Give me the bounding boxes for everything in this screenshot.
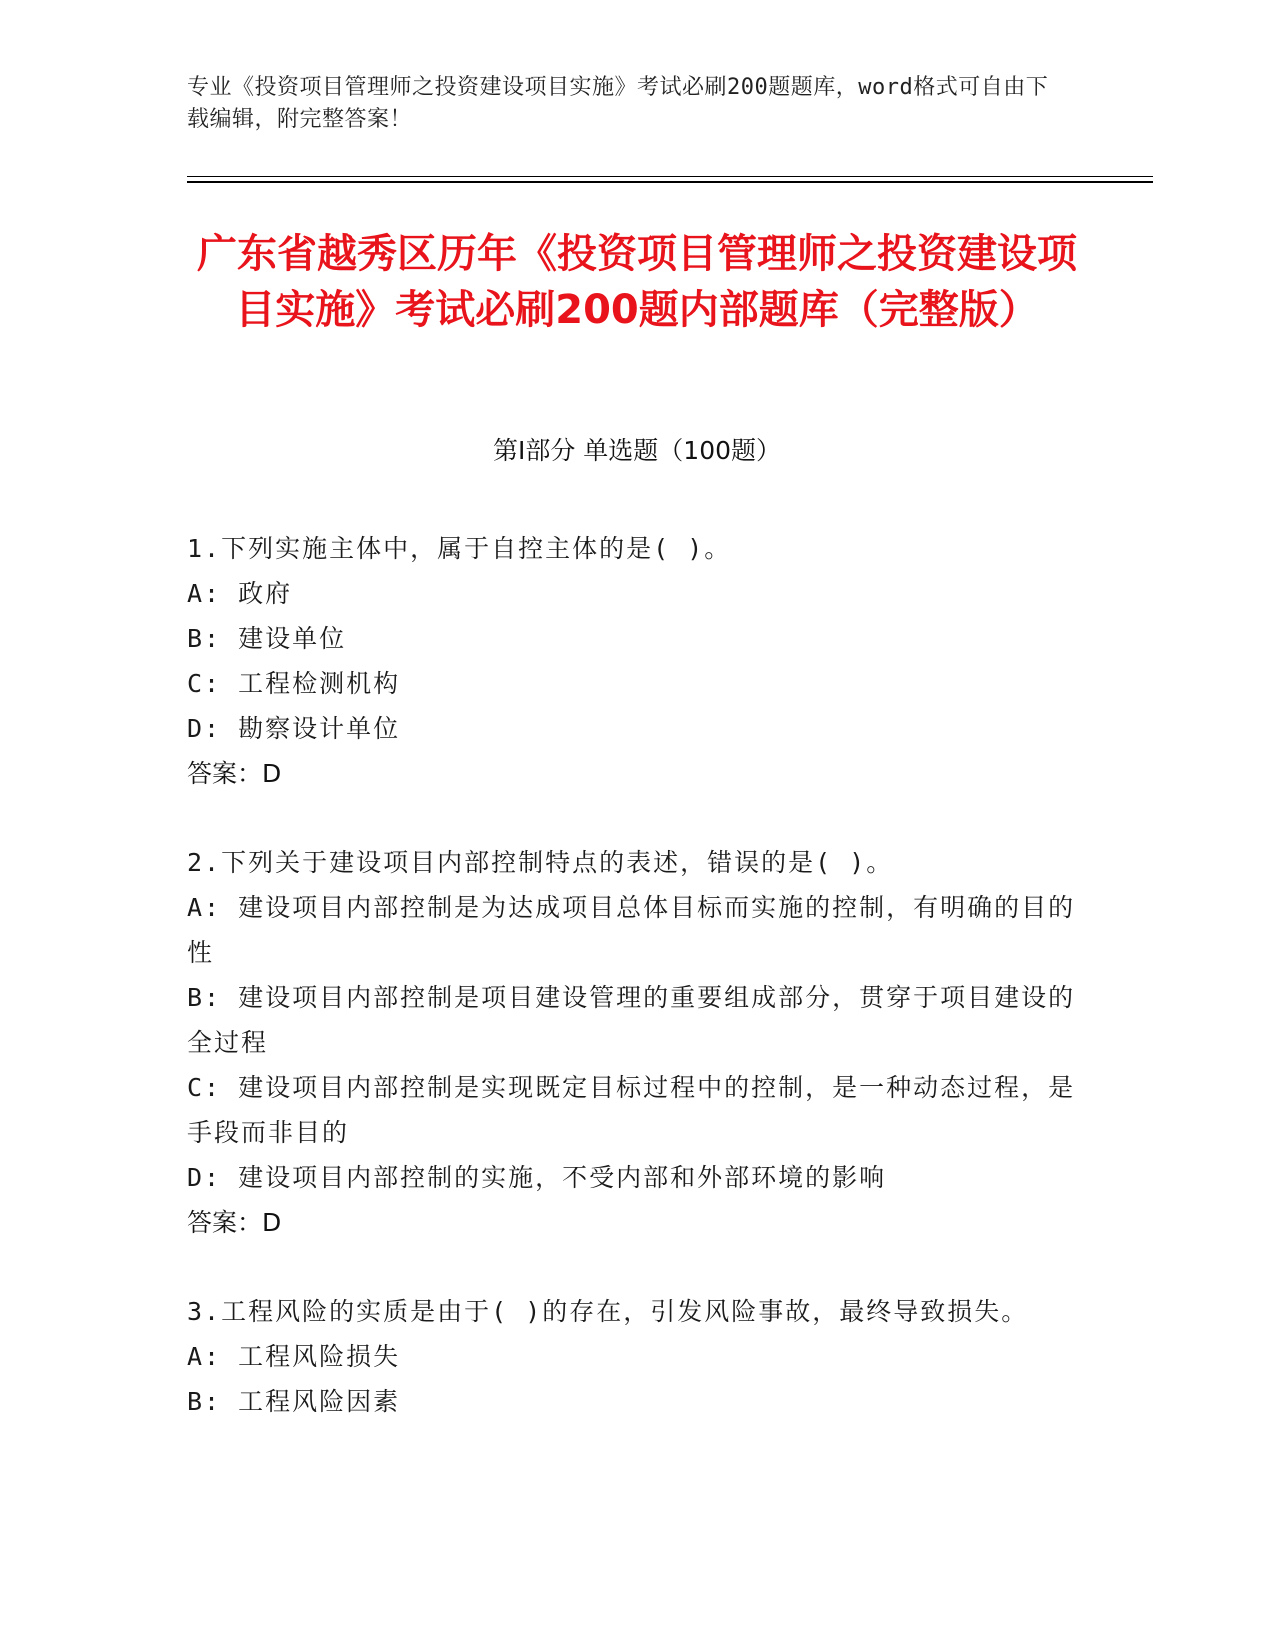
section-heading: 第Ⅰ部分 单选题（100题） [492,436,782,465]
header-divider-thin [187,176,1153,177]
option-b: B: 建设单位 [187,624,347,653]
answer-line: 答案：D [187,1208,282,1237]
question-3 [187,1289,1077,1424]
option-c: C: 工程检测机构 [187,669,401,698]
question-stem: 3.工程风险的实质是由于( )的存在，引发风险事故，最终导致损失。 [187,1297,1029,1326]
question-1 [187,526,1077,796]
option-a: A: 工程风险损失 [187,1342,401,1371]
option-a: A: 政府 [187,579,293,608]
option-b: B: 建设项目内部控制是项目建设管理的重要组成部分，贯穿于项目建设的全过程 [187,983,1076,1057]
answer-line: 答案：D [187,759,282,788]
question-list [187,526,1077,1468]
header-note: 专业《投资项目管理师之投资建设项目实施》考试必刷200题题库，word格式可自由下载编辑，附完整答案！ [187,75,1049,132]
option-d: D: 建设项目内部控制的实施，不受内部和外部环境的影响 [187,1163,887,1192]
question-stem: 1.下列实施主体中，属于自控主体的是( )。 [187,534,732,563]
option-d: D: 勘察设计单位 [187,714,401,743]
question-stem: 2.下列关于建设项目内部控制特点的表述，错误的是( )。 [187,848,894,877]
header-divider-thick [187,181,1153,183]
option-b: B: 工程风险因素 [187,1387,401,1416]
option-c: C: 建设项目内部控制是实现既定目标过程中的控制，是一种动态过程，是手段而非目的 [187,1073,1076,1147]
option-a: A: 建设项目内部控制是为达成项目总体目标而实施的控制，有明确的目的性 [187,893,1076,967]
document-title: 广东省越秀区历年《投资项目管理师之投资建设项目实施》考试必刷200题内部题库（完整版） [197,231,1077,333]
question-2 [187,840,1077,1245]
